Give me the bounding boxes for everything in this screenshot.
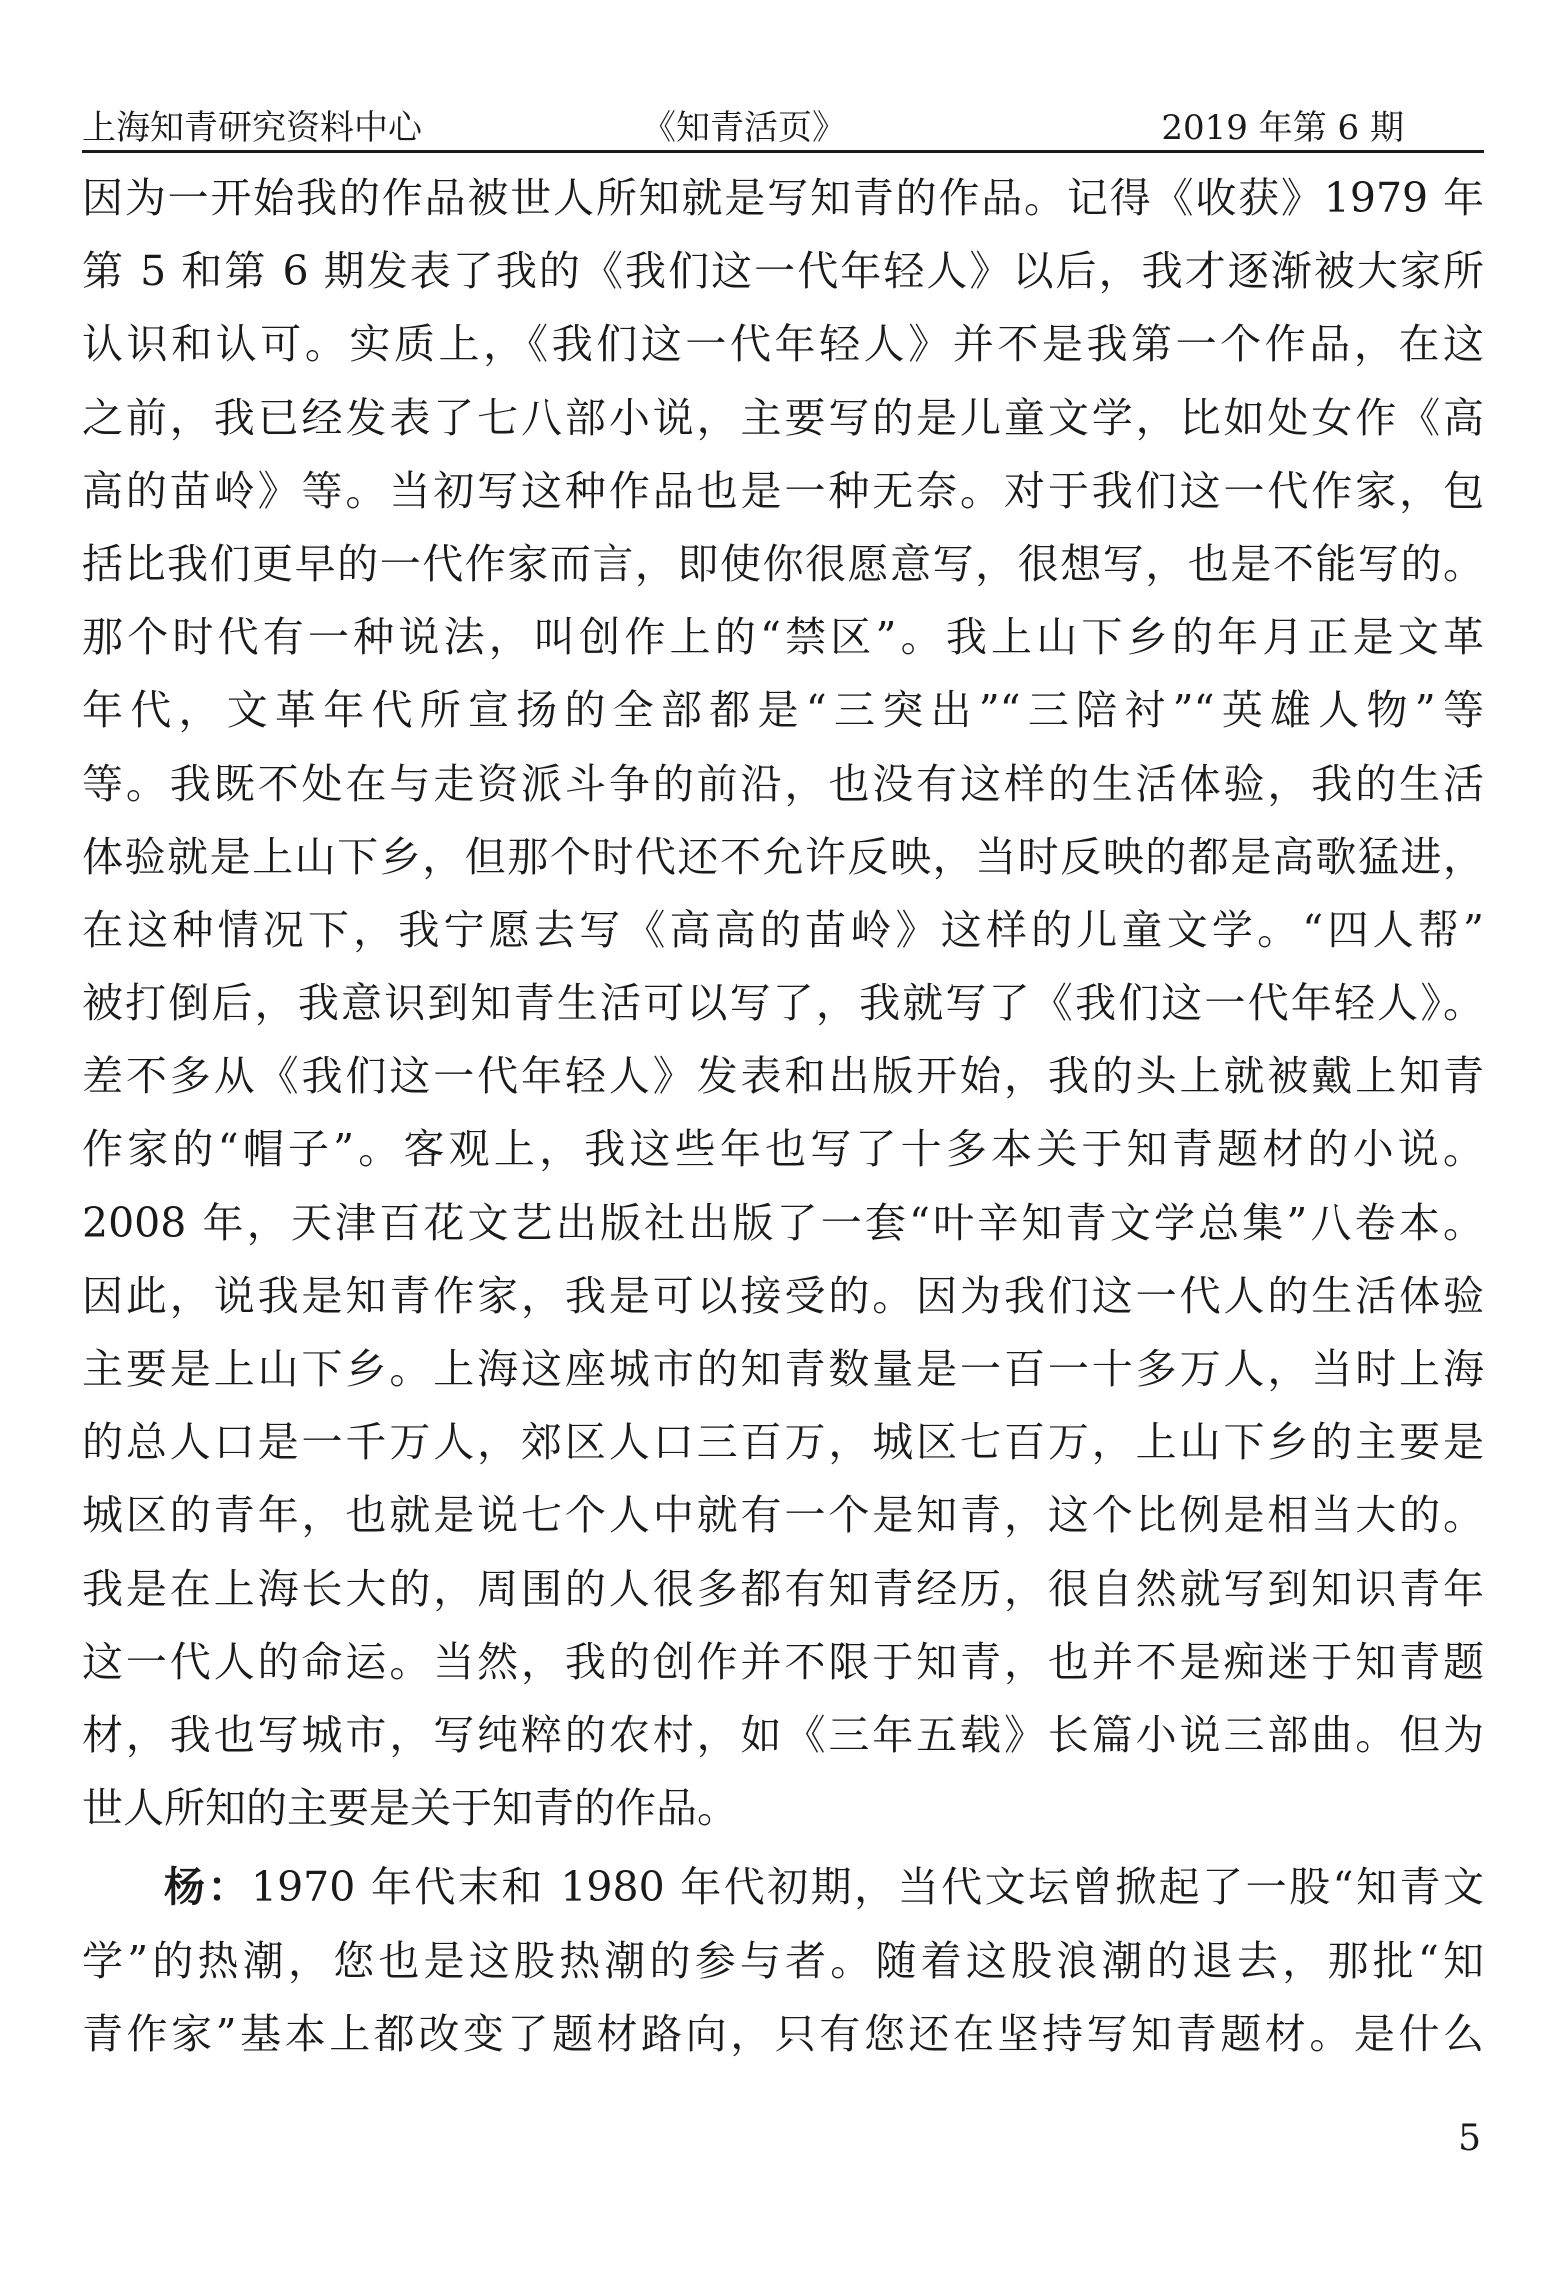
text-line: 作家的“帽子”。客观上，我这些年也写了十多本关于知青题材的小说。 xyxy=(82,1125,1484,1174)
text-line: 那个时代有一种说法，叫创作上的“禁区”。我上山下乡的年月正是文革 xyxy=(82,613,1484,662)
header-center: 《知青活页》 xyxy=(642,108,846,148)
running-header xyxy=(82,92,1484,148)
text-line: 高的苗岭》等。当初写这种作品也是一种无奈。对于我们这一代作家，包 xyxy=(82,466,1484,515)
text-line: 因此，说我是知青作家，我是可以接受的。因为我们这一代人的生活体验 xyxy=(82,1271,1484,1320)
text-line: 等。我既不处在与走资派斗争的前沿，也没有这样的生活体验，我的生活 xyxy=(82,759,1484,808)
text-line: 青作家”基本上都改变了题材路向，只有您还在坚持写知青题材。是什么 xyxy=(82,2009,1484,2058)
text-line: 认识和认可。实质上，《我们这一代年轻人》并不是我第一个作品，在这 xyxy=(82,320,1484,369)
header-left: 上海知青研究资料中心 xyxy=(82,108,422,148)
text-line: 主要是上山下乡。上海这座城市的知青数量是一百一十多万人，当时上海 xyxy=(82,1345,1484,1393)
header-rule xyxy=(82,150,1484,153)
text-line: 材，我也写城市，写纯粹的农村，如《三年五载》长篇小说三部曲。但为 xyxy=(82,1710,1484,1759)
body-text xyxy=(82,162,1484,2071)
question-text: 1970 年代末和 1980 年代初期，当代文坛曾掀起了一股“知青文 xyxy=(250,1863,1484,1912)
text-line: 学”的热潮，您也是这股热潮的参与者。随着这股浪潮的退去，那批“知 xyxy=(82,1936,1484,1985)
text-line: 被打倒后，我意识到知青生活可以写了，我就写了《我们这一代年轻人》。 xyxy=(82,979,1484,1028)
text-line: 年代，文革年代所宣扬的全部都是“三突出”“三陪衬”“英雄人物”等 xyxy=(82,686,1484,735)
text-line: 在这种情况下，我宁愿去写《高高的苗岭》这样的儿童文学。“四人帮” xyxy=(82,905,1484,954)
text-line: 之前，我已经发表了七八部小说，主要写的是儿童文学，比如处女作《高 xyxy=(82,393,1484,442)
text-line: 我是在上海长大的，周围的人很多都有知青经历，很自然就写到知识青年 xyxy=(82,1564,1484,1613)
text-line: 差不多从《我们这一代年轻人》发表和出版开始，我的头上就被戴上知青 xyxy=(82,1052,1484,1101)
text-line: 的总人口是一千万人，郊区人口三百万，城区七百万，上山下乡的主要是 xyxy=(82,1418,1484,1467)
text-line: 世人所知的主要是关于知青的作品。 xyxy=(82,1784,738,1833)
text-line: 2008 年，天津百花文艺出版社出版了一套“叶辛知青文学总集”八卷本。 xyxy=(82,1198,1484,1247)
paragraph-1 xyxy=(82,162,1484,1845)
text-line: 体验就是上山下乡，但那个时代还不允许反映，当时反映的都是高歌猛进， xyxy=(82,832,1484,881)
text-line: 第 5 和第 6 期发表了我的《我们这一代年轻人》以后，我才逐渐被大家所 xyxy=(82,247,1484,296)
page-number: 5 xyxy=(1458,2118,1481,2159)
speaker-label: 杨： xyxy=(164,1863,251,1912)
text-line: 这一代人的命运。当然，我的创作并不限于知青，也并不是痴迷于知青题 xyxy=(82,1637,1484,1686)
text-line: 括比我们更早的一代作家而言，即使你很愿意写，很想写，也是不能写的。 xyxy=(82,539,1484,588)
text-line: 城区的青年，也就是说七个人中就有一个是知青，这个比例是相当大的。 xyxy=(82,1491,1484,1540)
paragraph-2 xyxy=(82,1851,1484,2071)
header-right: 2019 年第 6 期 xyxy=(1161,108,1404,148)
text-line-first xyxy=(82,1851,1484,1924)
text-line: 因为一开始我的作品被世人所知就是写知青的作品。记得《收获》1979 年 xyxy=(82,174,1484,222)
